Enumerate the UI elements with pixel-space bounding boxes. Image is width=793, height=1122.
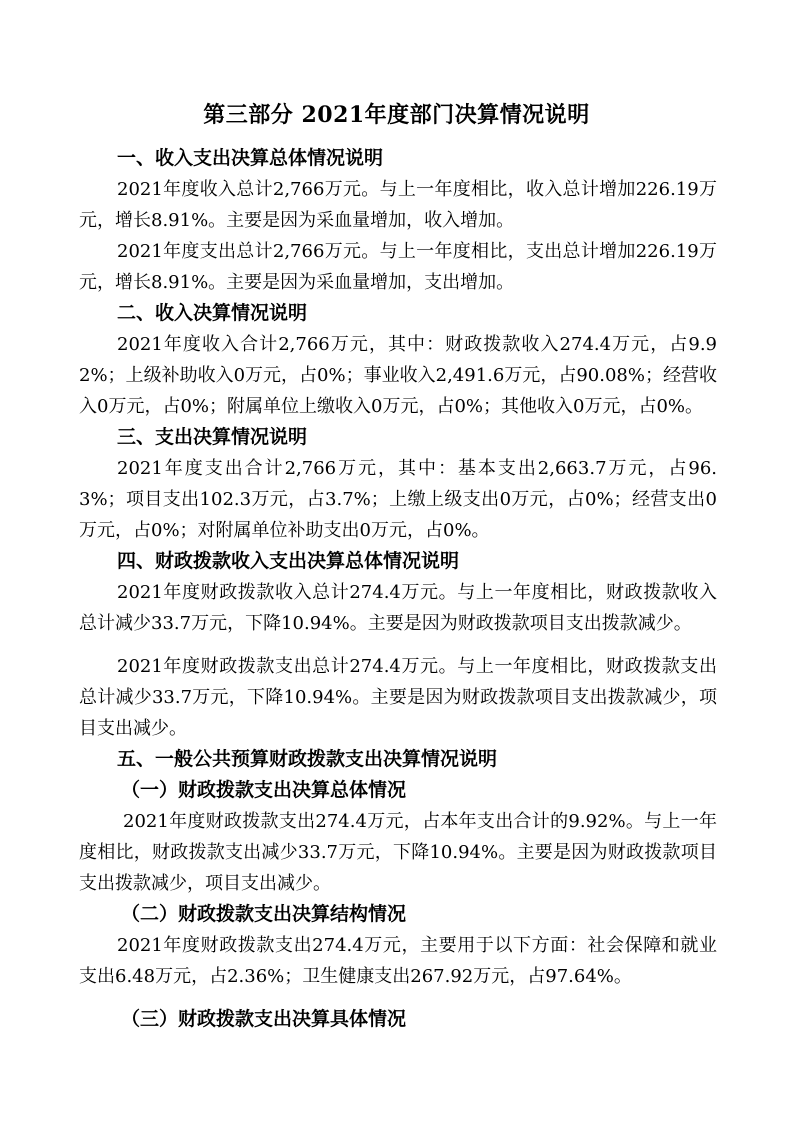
section-4-paragraph-2: 2021年度财政拨款支出总计274.4万元。与上一年度相比，财政拨款支出总计减少33.7万元，下降10.94%。主要是因为财政拨款项目支出拨款减少，项目支出减少。 — [79, 656, 717, 739]
page-title: 第三部分 2021年度部门决算情况说明 — [203, 102, 590, 128]
section-5-sub-1-paragraph: 2021年度财政拨款支出274.4万元，占本年支出合计的9.92%。与上一年度相比，财政拨款支出减少33.7万元，下降10.94%。主要是因为财政拨款项目支出拨款减少，项目支出减少。 — [79, 811, 717, 894]
section-5-heading: 五、一般公共预算财政拨款支出决算情况说明 — [117, 748, 498, 770]
section-3-paragraph-1: 2021年度支出合计2,766万元，其中：基本支出2,663.7万元，占96.3%；项目支出102.3万元，占3.7%；上缴上级支出0万元，占0%；经营支出0万元，占0%；对附属单位补助支出0万元，占0%。 — [79, 458, 717, 541]
section-4-heading: 四、财政拨款收入支出决算总体情况说明 — [117, 550, 460, 572]
section-5-sub-2-paragraph: 2021年度财政拨款支出274.4万元，主要用于以下方面：社会保障和就业支出6.48万元，占2.36%；卫生健康支出267.92万元，占97.64%。 — [79, 935, 717, 987]
paragraph-gap — [79, 992, 717, 1004]
section-3-heading: 三、支出决算情况说明 — [117, 426, 308, 448]
paragraph-gap — [79, 639, 717, 651]
section-2-paragraph-1: 2021年度收入合计2,766万元，其中：财政拨款收入274.4万元，占9.92%；上级补助收入0万元，占0%；事业收入2,491.6万元，占90.08%；经营收入0万元，占0%；附属单位上缴收入0万元，占0%；其他收入0万元，占0%。 — [79, 334, 717, 417]
section-1-paragraph-2: 2021年度支出总计2,766万元。与上一年度相比，支出总计增加226.19万元，增长8.91%。主要是因为采血量增加，支出增加。 — [79, 241, 717, 293]
section-5-sub-3-heading: （三）财政拨款支出决算具体情况 — [121, 1008, 407, 1030]
section-5-sub-1-heading: （一）财政拨款支出决算总体情况 — [121, 779, 407, 801]
section-4-paragraph-1: 2021年度财政拨款收入总计274.4万元。与上一年度相比，财政拨款收入总计减少33.7万元，下降10.94%。主要是因为财政拨款项目支出拨款减少。 — [79, 582, 717, 634]
section-1-paragraph-1: 2021年度收入总计2,766万元。与上一年度相比，收入总计增加226.19万元，增长8.91%。主要是因为采血量增加，收入增加。 — [79, 179, 717, 231]
section-2-heading: 二、收入决算情况说明 — [117, 302, 308, 324]
section-5-sub-2-heading: （二）财政拨款支出决算结构情况 — [121, 903, 407, 925]
section-1-heading: 一、收入支出决算总体情况说明 — [117, 147, 384, 169]
document-body — [79, 143, 717, 1035]
